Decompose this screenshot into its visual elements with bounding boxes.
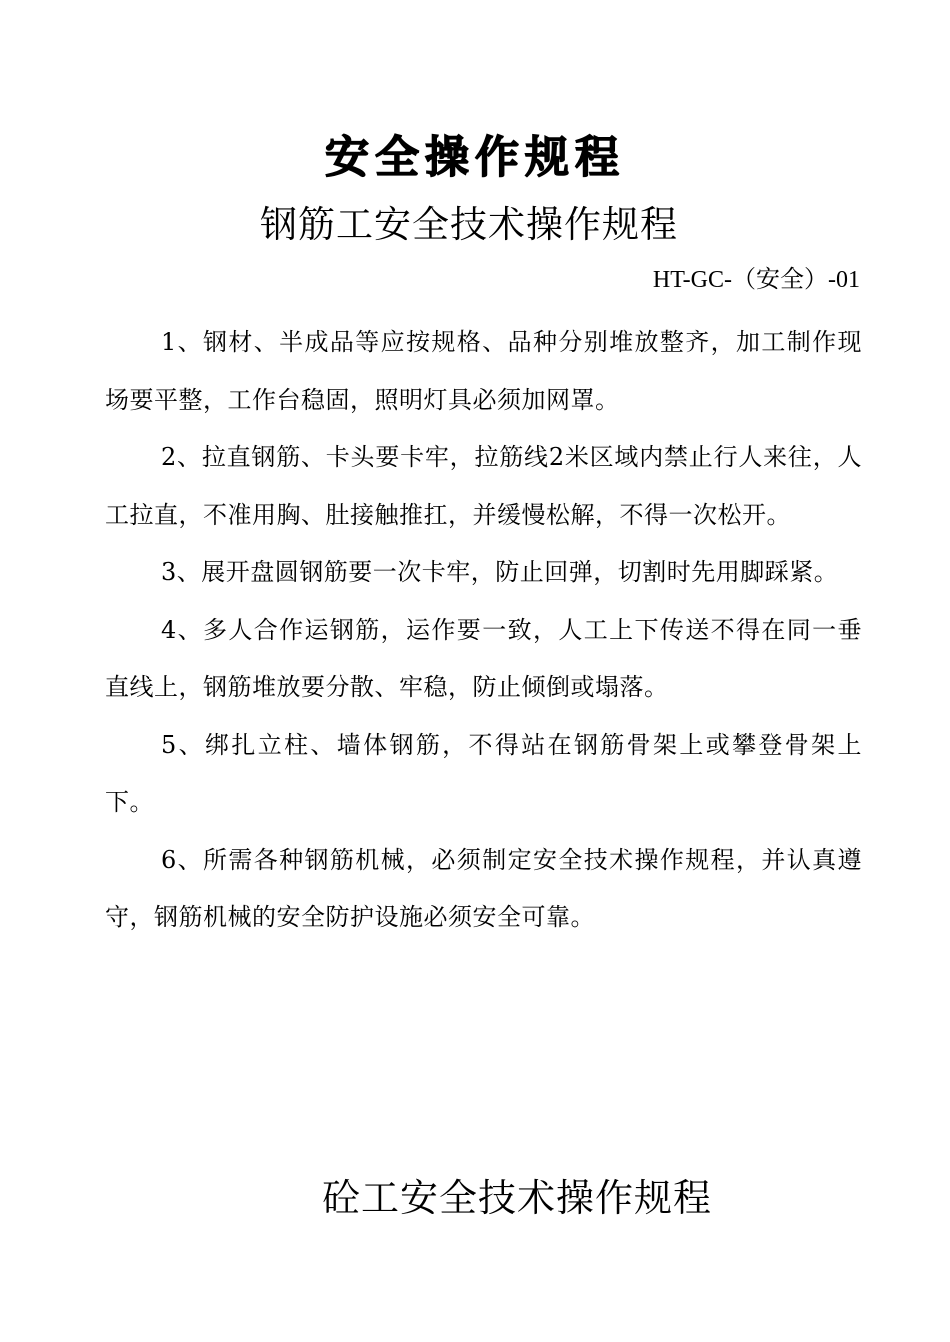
section-2-title: 砼工安全技术操作规程 (322, 1176, 713, 1220)
paragraph-3: 3、展开盘圆钢筋要一次卡牢，防止回弹，切割时先用脚踩紧。 (161, 558, 839, 586)
document-code: HT-GC-（安全）-01 (652, 267, 860, 293)
body-text (105, 314, 862, 947)
subtitle: 钢筋工安全技术操作规程 (260, 203, 678, 246)
paragraph-6: 6、所需各种钢筋机械，必须制定安全技术操作规程，并认真遵守，钢筋机械的安全防护设施必须安全可靠。 (105, 845, 862, 931)
main-title: 安全操作规程 (325, 132, 625, 183)
paragraph-2: 2、拉直钢筋、卡头要卡牢，拉筋线2米区域内禁止行人来往，人工拉直，不准用胸、肚接触推扛，并缓慢松解，不得一次松开。 (105, 443, 862, 529)
paragraph-5: 5、绑扎立柱、墙体钢筋，不得站在钢筋骨架上或攀登骨架上下。 (105, 730, 862, 816)
paragraph-1: 1、钢材、半成品等应按规格、品种分别堆放整齐，加工制作现场要平整，工作台稳固，照明灯具必须加网罩。 (105, 328, 862, 414)
paragraph-4: 4、多人合作运钢筋，运作要一致，人工上下传送不得在同一垂直线上，钢筋堆放要分散、牢稳，防止倾倒或塌落。 (105, 615, 862, 701)
